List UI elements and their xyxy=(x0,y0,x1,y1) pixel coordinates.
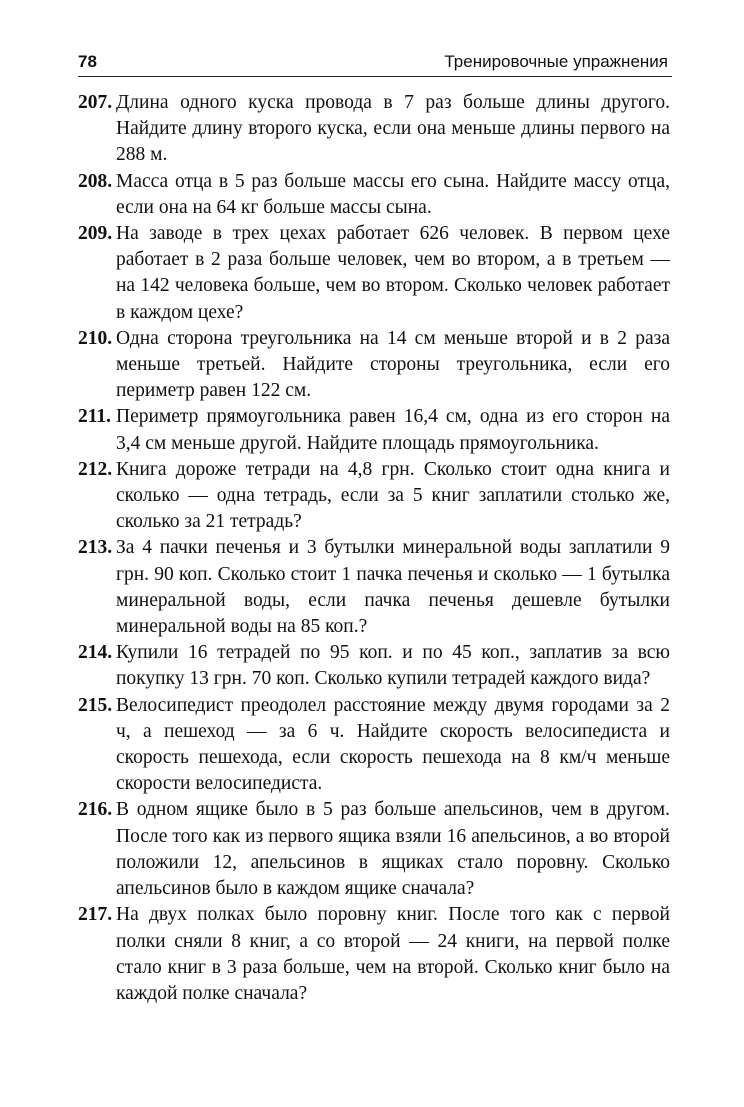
problem-item xyxy=(78,404,670,456)
problem-number: 208. xyxy=(78,170,113,192)
problem-text: На заводе в трех цехах работает 626 человек. В первом цехе работает в 2 раза больше человек, чем во втором, а в третьем — на 142 человека больше, чем во втором. Сколько человек работает в каждом цехе? xyxy=(116,223,670,323)
problem-item xyxy=(78,169,670,221)
problem-number: 216. xyxy=(78,799,113,821)
problem-number: 210. xyxy=(78,327,113,349)
problem-text: Длина одного куска провода в 7 раз больше длины другого. Найдите длину второго куска, если она меньше длины первого на 288 м. xyxy=(116,92,670,166)
problem-text: Одна сторона треугольника на 14 см меньше второй и в 2 раза меньше третьей. Найдите стороны треугольника, если его периметр равен 122 см. xyxy=(116,327,670,402)
problem-item xyxy=(78,90,670,169)
problem-text: Масса отца в 5 раз больше массы его сына. Найдите массу отца, если она на 64 кг больше массы сына. xyxy=(116,170,670,218)
problem-item xyxy=(78,326,670,405)
problem-number: 213. xyxy=(78,537,113,559)
problem-item xyxy=(78,693,670,798)
page-number: 78 xyxy=(78,52,97,71)
problem-text: Купили 16 тетрадей по 95 коп. и по 45 коп., заплатив за всю покупку 13 грн. 70 коп. Сколько купили тетрадей каждого вида? xyxy=(116,642,670,690)
problem-text: За 4 пачки печенья и 3 бутылки минеральной воды заплатили 9 грн. 90 коп. Сколько стоит 1 пачка печенья и сколько — 1 бутылка минеральной воды, если пачка печенья дешевле бутылки минеральной воды на 85 коп.? xyxy=(116,537,670,638)
problem-item xyxy=(78,902,670,1007)
problem-number: 212. xyxy=(78,458,113,480)
problem-number: 215. xyxy=(78,694,113,716)
problem-number: 209. xyxy=(78,223,113,245)
problem-item xyxy=(78,797,670,902)
problem-text: В одном ящике было в 5 раз больше апельсинов, чем в другом. После того как из первого ящика взяли 16 апельсинов, а во второй положили 12, апельсинов в ящиках стало поровну. Сколько апельсинов было в каждом ящике сначала? xyxy=(116,799,670,900)
running-head xyxy=(78,50,672,77)
section-title: Тренировочные упражнения xyxy=(444,52,668,71)
problem-number: 214. xyxy=(78,642,113,664)
problem-number: 217. xyxy=(78,904,113,926)
problem-item xyxy=(78,535,670,640)
problem-item xyxy=(78,221,670,326)
problem-number: 207. xyxy=(78,92,113,113)
problem-text: Периметр прямоугольника равен 16,4 см, одна из его сторон на 3,4 см меньше другой. Найдите площадь прямоугольника. xyxy=(116,406,670,454)
problem-text: Книга дороже тетради на 4,8 грн. Сколько стоит одна книга и сколько — одна тетрадь, если за 5 книг заплатили столько же, сколько за 21 тетрадь? xyxy=(116,458,670,533)
problem-text: На двух полках было поровну книг. После того как с первой полки сняли 8 книг, а со второй — 24 книги, на первой полке стало книг в 3 раза больше, чем на второй. Сколько книг было на каждой полке сначала? xyxy=(116,904,670,1004)
problem-item xyxy=(78,640,670,692)
problem-number: 211. xyxy=(78,406,112,428)
problem-list xyxy=(78,90,670,1007)
problem-text: Велосипедист преодолел расстояние между двумя городами за 2 ч, а пешеход — за 6 ч. Найдите скорость велосипедиста и скорость пешехода, если скорость пешехода на 8 км/ч меньше скорости велосипедиста. xyxy=(116,694,670,795)
problem-item xyxy=(78,457,670,536)
